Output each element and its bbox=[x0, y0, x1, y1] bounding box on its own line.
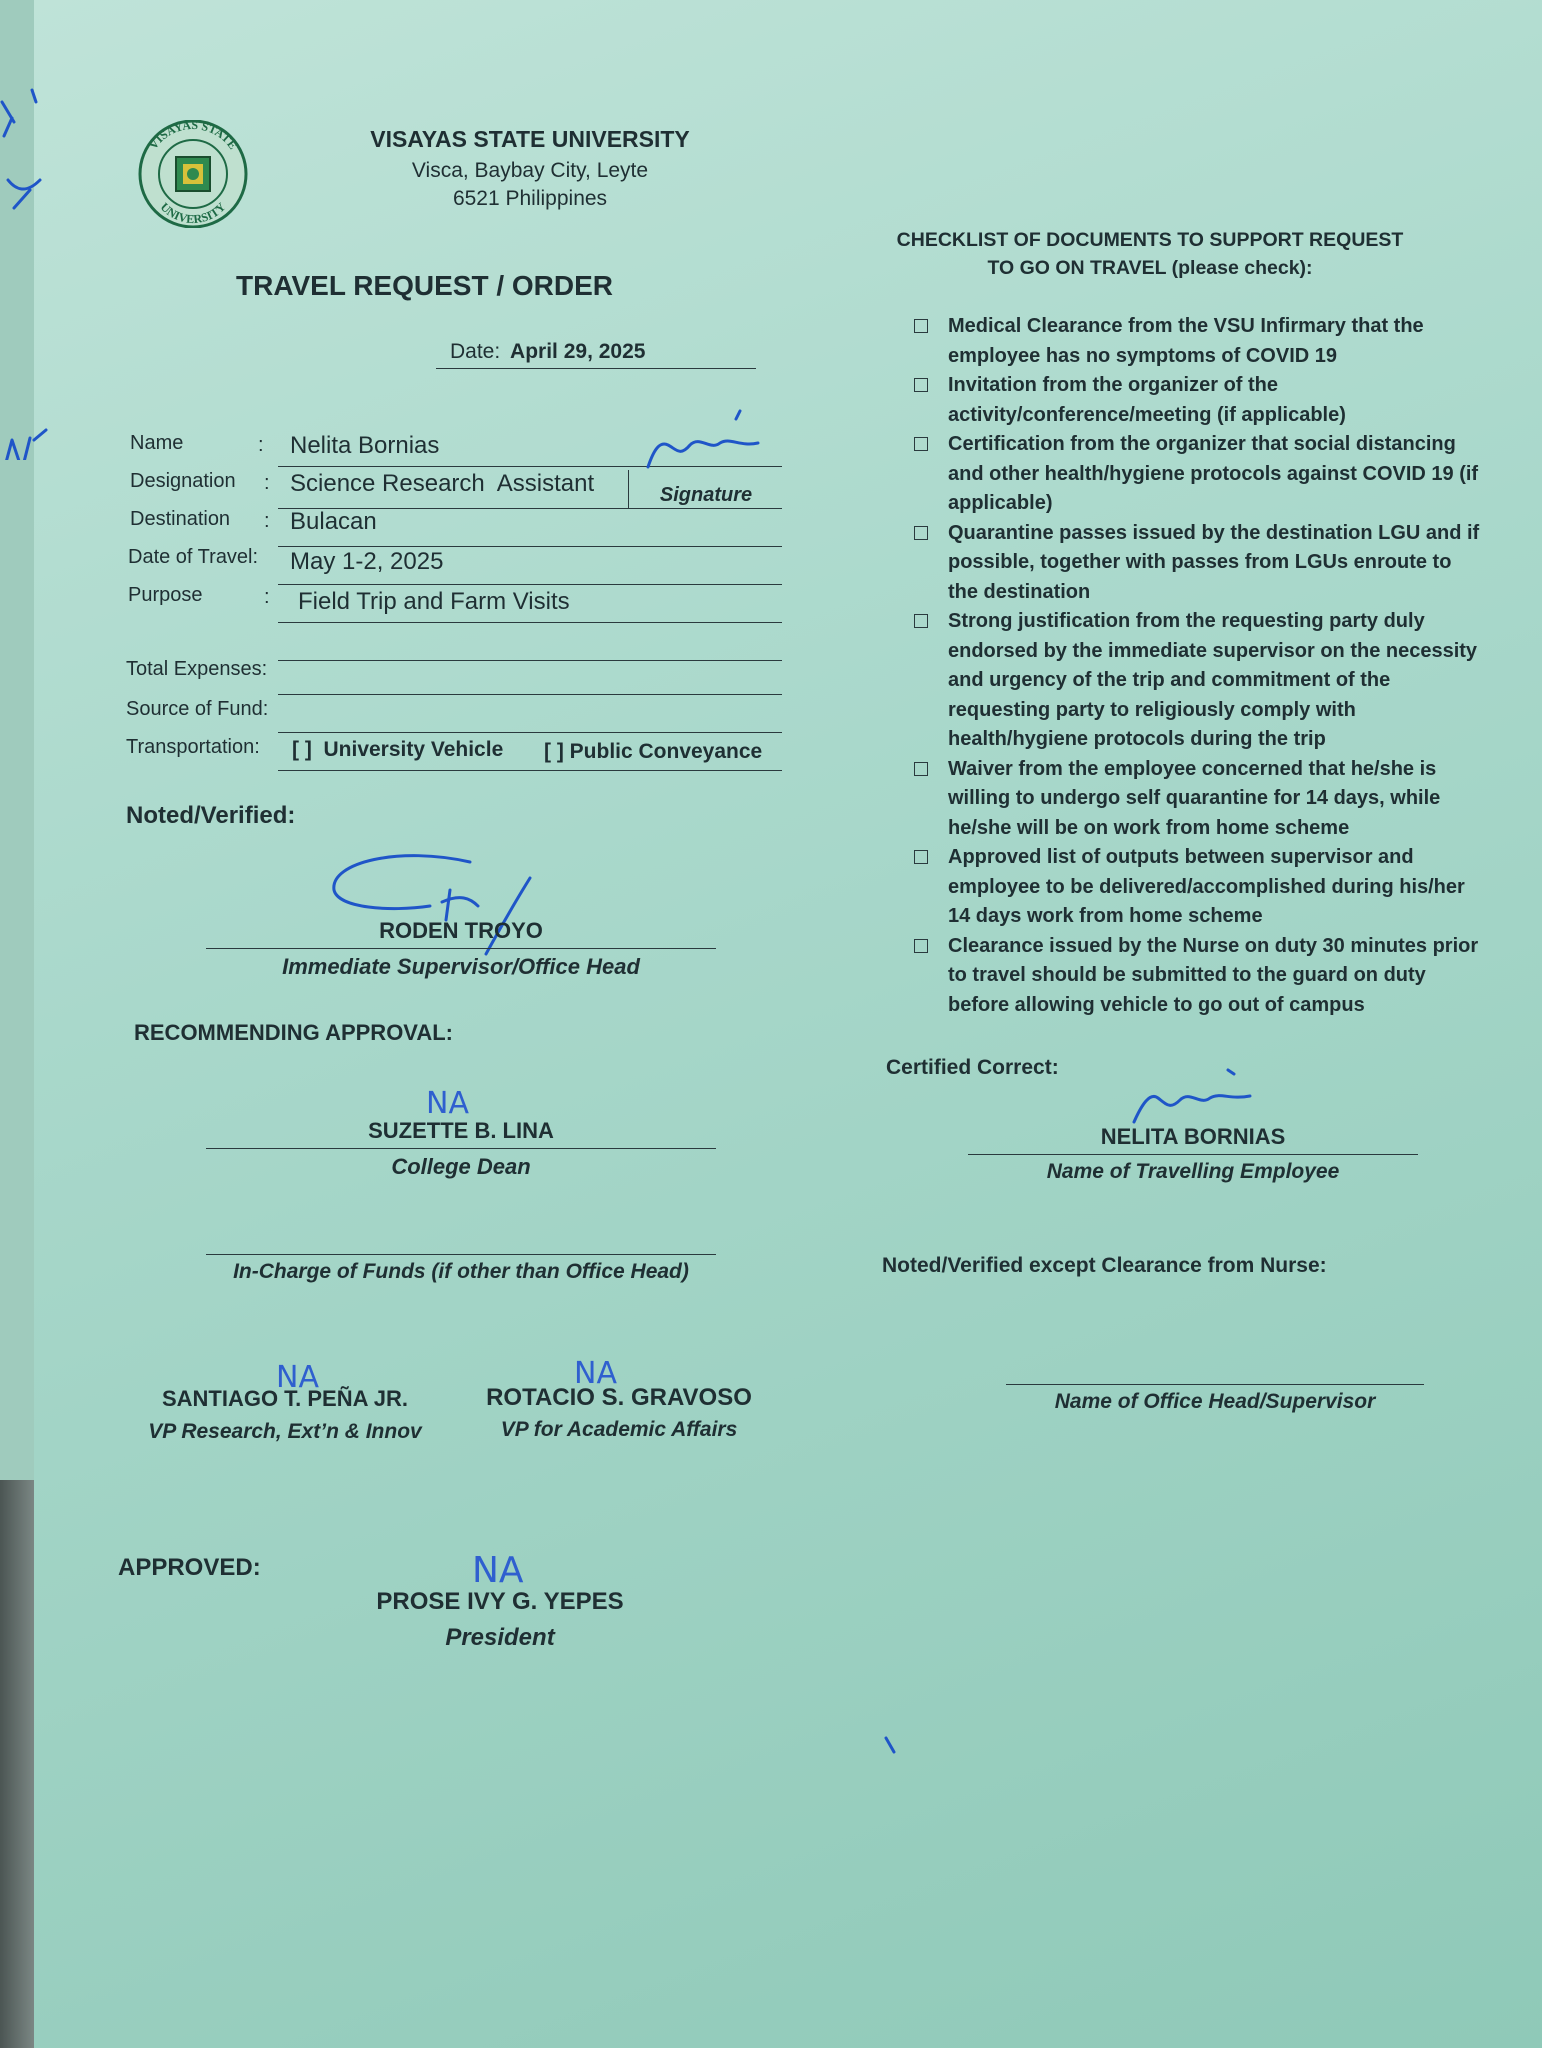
checklist-item[interactable] bbox=[912, 607, 1482, 755]
checklist-item-text: Invitation from the organizer of the activity/conference/meeting (if applicable) bbox=[948, 374, 1346, 426]
date-value: April 29, 2025 bbox=[510, 340, 646, 363]
field-rule-total-expenses bbox=[278, 694, 782, 695]
checklist-title bbox=[870, 226, 1430, 282]
recommending-approval-heading: RECOMMENDING APPROVAL: bbox=[134, 1020, 453, 1045]
dean-name: SUZETTE B. LINA bbox=[368, 1118, 554, 1143]
checklist-item-text: Certification from the organizer that social distancing and other health/hygiene protocols against COVID 19 (if applicable) bbox=[948, 433, 1479, 514]
noted-except-nurse-heading: Noted/Verified except Clearance from Nurse: bbox=[882, 1254, 1327, 1277]
field-rule-purpose bbox=[278, 622, 782, 623]
address-line-1: Visca, Baybay City, Leyte bbox=[411, 159, 649, 182]
president-na-mark: NA bbox=[472, 1550, 524, 1591]
seal-text-top: VISAYAS STATE bbox=[145, 120, 241, 152]
checklist-item-text: Approved list of outputs between supervisor and employee to be delivered/accomplished during his/her 14 days work from home scheme bbox=[948, 846, 1465, 927]
field-label-transportation: Transportation: bbox=[126, 736, 260, 758]
checklist-title-line-1: CHECKLIST OF DOCUMENTS TO SUPPORT REQUEST bbox=[896, 229, 1404, 251]
certified-correct-heading: Certified Correct: bbox=[886, 1056, 1059, 1079]
funds-sign-line bbox=[206, 1254, 716, 1255]
dean-sign-line bbox=[206, 1148, 716, 1149]
field-label-name: Name bbox=[130, 432, 184, 454]
field-rule-purpose-2 bbox=[278, 660, 782, 661]
checklist-item[interactable] bbox=[912, 371, 1482, 430]
signature-label: Signature bbox=[659, 484, 753, 506]
checklist-item[interactable] bbox=[912, 843, 1482, 932]
checklist-item[interactable] bbox=[912, 430, 1482, 519]
office-head-title: Name of Office Head/Supervisor bbox=[1054, 1390, 1376, 1413]
field-label-destination: Destination bbox=[130, 508, 231, 530]
dean-na-mark: NA bbox=[426, 1086, 469, 1121]
employee-sign-line bbox=[968, 1154, 1418, 1155]
field-value-designation: Science Research Assistant bbox=[290, 470, 595, 497]
field-value-purpose: Field Trip and Farm Visits bbox=[298, 588, 570, 615]
president-name: PROSE IVY G. YEPES bbox=[376, 1588, 624, 1615]
field-colon: : bbox=[264, 510, 270, 532]
dean-title: College Dean bbox=[391, 1154, 531, 1179]
field-colon: : bbox=[264, 472, 270, 494]
field-label-total-expenses: Total Expenses: bbox=[126, 658, 268, 680]
supervisor-name: RODEN TROYO bbox=[379, 918, 543, 943]
field-label-date-of-travel: Date of Travel: bbox=[128, 546, 259, 568]
travelling-employee-title: Name of Travelling Employee bbox=[1046, 1160, 1340, 1183]
checkbox-icon[interactable] bbox=[914, 850, 928, 864]
checklist-item[interactable] bbox=[912, 519, 1482, 608]
vp-academic-na-mark: NA bbox=[574, 1356, 617, 1391]
signature-box bbox=[628, 470, 783, 508]
checkbox-icon[interactable] bbox=[914, 378, 928, 392]
vp-academic-name: ROTACIO S. GRAVOSO bbox=[486, 1384, 752, 1411]
employee-certification-signature-mark bbox=[1120, 1064, 1270, 1124]
field-rule-transportation bbox=[278, 770, 782, 771]
checklist-item-text: Clearance issued by the Nurse on duty 30 minutes prior to travel should be submitted to the guard on duty before allowing vehicle to go out of campus bbox=[948, 934, 1479, 1016]
pen-dot-mark bbox=[880, 1734, 900, 1758]
field-label-source-of-fund: Source of Fund: bbox=[126, 698, 269, 720]
funds-title: In-Charge of Funds (if other than Office Head) bbox=[233, 1260, 689, 1283]
checklist-item-text: Quarantine passes issued by the destination LGU and if possible, together with passes from LGUs enroute to the destination bbox=[948, 521, 1480, 603]
checklist-item-text: Waiver from the employee concerned that he/she is willing to undergo self quarantine for 14 days, while he/she will be on work from home scheme bbox=[948, 757, 1441, 839]
university-seal-icon bbox=[136, 120, 250, 228]
field-value-date-of-travel: May 1-2, 2025 bbox=[290, 548, 444, 575]
checkbox-icon[interactable] bbox=[914, 762, 928, 776]
vp-research-name: SANTIAGO T. PEÑA JR. bbox=[161, 1386, 409, 1411]
checklist-title-line-2: TO GO ON TRAVEL (please check): bbox=[987, 257, 1313, 279]
field-value-destination: Bulacan bbox=[290, 508, 377, 535]
date-label: Date: bbox=[450, 340, 501, 363]
form-title: TRAVEL REQUEST / ORDER bbox=[236, 270, 614, 301]
transport-option-university-vehicle: [ ] University Vehicle bbox=[292, 738, 504, 761]
field-rule-date-of-travel bbox=[278, 584, 782, 585]
travelling-employee-name: NELITA BORNIAS bbox=[1100, 1124, 1286, 1149]
checklist-item[interactable] bbox=[912, 312, 1482, 371]
checklist-item[interactable] bbox=[912, 932, 1482, 1021]
university-address bbox=[330, 157, 730, 213]
address-line-2: 6521 Philippines bbox=[452, 187, 608, 210]
field-label-purpose: Purpose bbox=[128, 584, 203, 606]
president-title: President bbox=[445, 1624, 555, 1651]
field-rule-destination bbox=[278, 546, 782, 547]
supervisor-title: Immediate Supervisor/Office Head bbox=[282, 954, 640, 979]
office-head-sign-line bbox=[1006, 1384, 1424, 1385]
supervisor-sign-line bbox=[206, 948, 716, 949]
checkbox-icon[interactable] bbox=[914, 614, 928, 628]
field-label-designation: Designation bbox=[130, 470, 236, 492]
transport-option-public-conveyance: [ ] Public Conveyance bbox=[544, 740, 763, 763]
approved-heading: APPROVED: bbox=[118, 1554, 261, 1581]
field-value-name: Nelita Bornias bbox=[290, 432, 440, 459]
date-row bbox=[436, 340, 756, 369]
checklist bbox=[912, 312, 1482, 1020]
margin-pen-marks bbox=[0, 40, 60, 460]
employee-signature-mark bbox=[640, 405, 770, 475]
checklist-item[interactable] bbox=[912, 755, 1482, 844]
field-colon: : bbox=[258, 434, 264, 456]
seal-text-bottom: UNIVERSITY bbox=[157, 199, 229, 227]
noted-verified-heading: Noted/Verified: bbox=[126, 802, 296, 829]
page-edge-shadow bbox=[0, 1480, 34, 2048]
checkbox-icon[interactable] bbox=[914, 939, 928, 953]
checklist-item-text: Medical Clearance from the VSU Infirmary that the employee has no symptoms of COVID 19 bbox=[948, 315, 1424, 367]
vp-research-na-mark: NA bbox=[276, 1360, 319, 1395]
checkbox-icon[interactable] bbox=[914, 526, 928, 540]
checkbox-icon[interactable] bbox=[914, 319, 928, 333]
checklist-item-text: Strong justification from the requesting party duly endorsed by the immediate supervisor on the necessity and urgency of the trip and commitment of the requesting party to religiously comply with health/hygiene protocols during the trip bbox=[948, 610, 1478, 750]
vp-research-title: VP Research, Ext’n & Innov bbox=[148, 1420, 422, 1443]
vp-academic-title: VP for Academic Affairs bbox=[500, 1418, 738, 1441]
checkbox-icon[interactable] bbox=[914, 437, 928, 451]
field-colon: : bbox=[264, 586, 270, 608]
field-rule-source-of-fund bbox=[278, 732, 782, 733]
university-name: VISAYAS STATE UNIVERSITY bbox=[370, 126, 690, 152]
